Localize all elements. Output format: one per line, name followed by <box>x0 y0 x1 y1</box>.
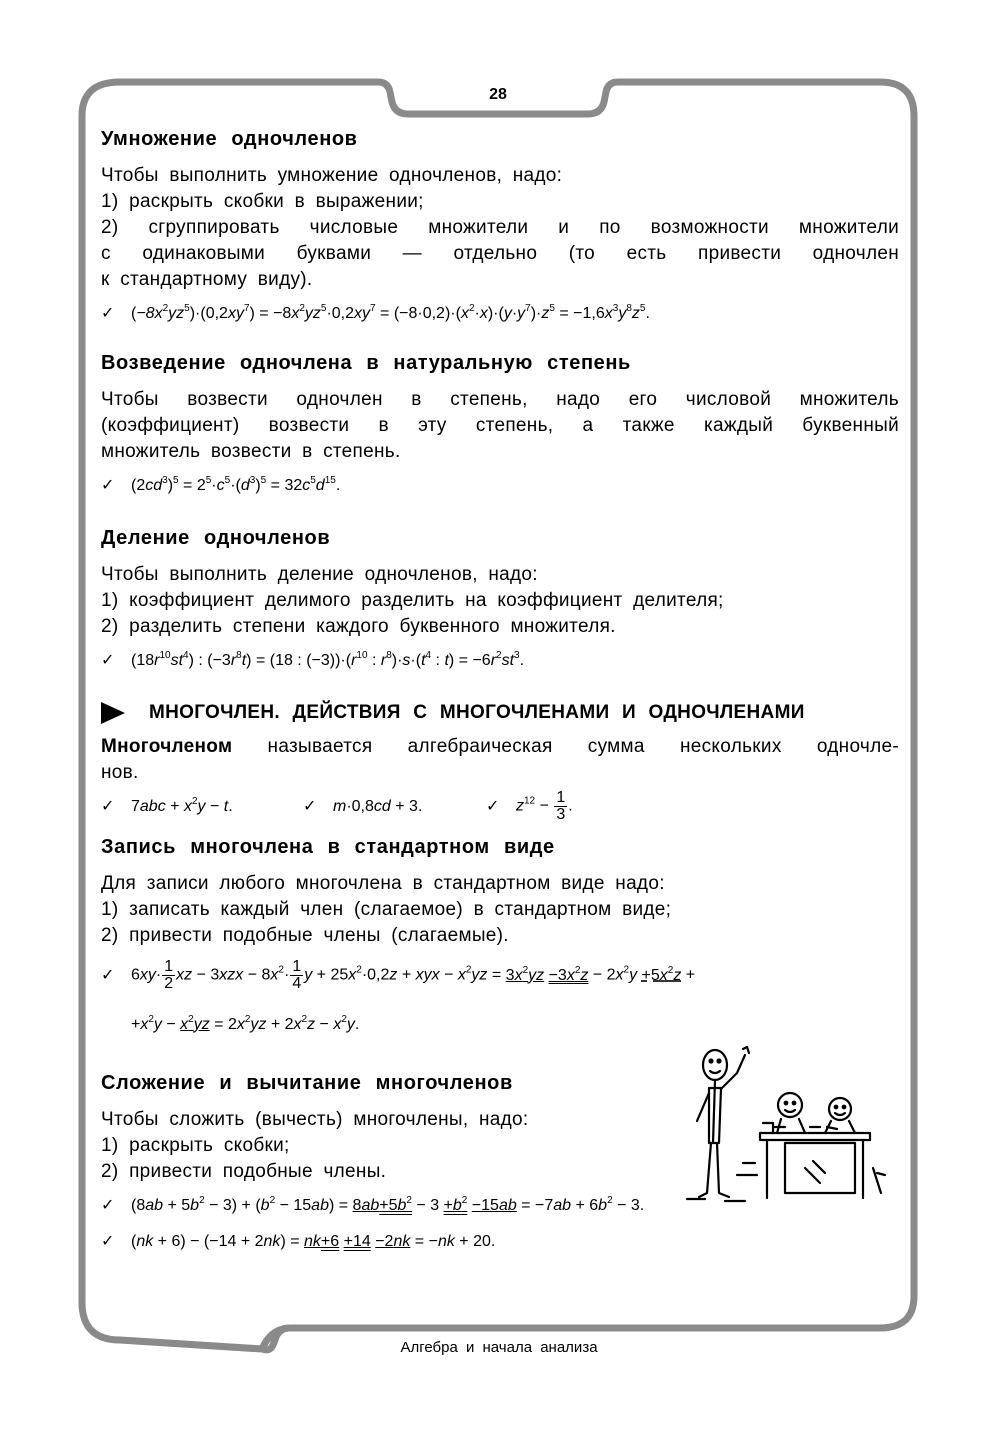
section-title-standard-form: Запись многочлена в стандартном виде <box>101 836 555 858</box>
section-body-monomial-division: Чтобы выполнить деление одночленов, надо: 1) коэффициент делимого разделить на коэффициент делителя; 2) разделить степени каждого буквенного множителя. <box>101 564 724 637</box>
section-title-monomial-power: Возведение одночлена в натуральную степень <box>101 352 631 374</box>
check-icon: ✓ <box>101 966 115 984</box>
triangle-marker-icon <box>101 702 125 724</box>
section-body-monomial-power: Чтобы возвести одночлен в степень, надо его числовой множитель (коэффициент) возвести в эту степень, а также каждый буквенный множитель возвести в степень. <box>101 389 899 462</box>
example-monomial-multiplication: ✓ $(-8x^2yz^5)\cdot(0,2xy^7) = -8x^2yz^5\cdot 0,2xy^7 = (-8\cdot 0,2)\cdot(x^2\cdot x)\cdot(y\cdot y^7)\cdot z^5 = -1,6x^3y^8z^5$. <box>101 303 899 325</box>
section-body-monomial-multiplication: Чтобы выполнить умножение одночленов, надо: 1) раскрыть скобки в выражении; 2) сгруппировать числовые множители и по возможности множители с одинаковыми буквами — отдельно (то есть привести одночлен к стандартному виду). <box>101 165 899 290</box>
section-title-monomial-division: Деление одночленов <box>101 527 331 549</box>
check-icon: ✓ <box>101 1233 115 1250</box>
check-icon: ✓ <box>101 652 115 669</box>
example-add-polynomials: ✓ $(8ab + 5b^2 - 3) + (b^2 - 15ab) = 8ab+5b^2 - 3 +b^2 -15ab = -7ab + 6b^2 - 3$. <box>101 1195 899 1217</box>
check-icon: ✓ <box>101 1197 115 1214</box>
example-polynomials: ✓ $7abc + x^2y - t$. ✓ m·0,8cd + 3. ✓ $z^{12}$ − $\frac{1}{3}$ . <box>101 789 573 823</box>
page-number: 28 <box>489 86 507 103</box>
example-subtract-polynomials: ✓ (nk + 6) − (−14 + 2nk) = nk+6 +14 −2nk = −nk + 20. <box>101 1231 899 1253</box>
example-monomial-power: ✓ $(2cd^3)^5 = 2^5\cdot c^5\cdot(d^3)^5 = 32c^5d^{15}$. <box>101 475 899 497</box>
chapter-heading: МНОГОЧЛЕН. ДЕЙСТВИЯ С МНОГОЧЛЕНАМИ И ОДНОЧЛЕНАМИ <box>101 702 899 724</box>
section-body-add-subtract: Чтобы сложить (вычесть) многочлены, надо: 1) раскрыть скобки; 2) привести подобные члены. <box>101 1109 529 1182</box>
section-title-add-subtract: Сложение и вычитание многочленов <box>101 1072 513 1094</box>
page-footer: Алгебра и начала анализа <box>400 1339 598 1356</box>
check-icon: ✓ <box>101 477 115 494</box>
section-title-monomial-multiplication: Умножение одночленов <box>101 128 358 150</box>
example-standard-form: ✓ 6xy· $\frac{1}{2}$ xz − $3xzx - 8x^2\cdot$ $\frac{1}{4}$ $y + 25x^2\cdot 0,2z$ + xyx − $x^2yz = 3x^2yz -3x^2z - 2x^2y +5x^2z$ + $+x^2y - x^2yz = 2x^2yz + 2x^2z - x^2y$. <box>101 958 696 1033</box>
example-monomial-division: ✓ $(18r^{10}st^4)$ : $(-3r^8t) = (18$ : $(-3))\cdot(r^{10}$ : $r^8)\cdot s\cdot(t^4$ : $t) = -6r^2st^3$. <box>101 650 899 672</box>
check-icon: ✓ <box>101 798 115 815</box>
teacher-students-illustration <box>685 1043 895 1213</box>
check-icon: ✓ <box>101 305 115 322</box>
check-icon: ✓ <box>303 798 317 815</box>
section-body-standard-form: Для записи любого многочлена в стандартном виде надо: 1) записать каждый член (слагаемое) в стандартном виде; 2) привести подобные члены (слагаемые). <box>101 873 672 946</box>
polynomial-definition: Многочленом называется алгебраическая сумма нескольких одночле- нов. <box>101 736 899 783</box>
check-icon: ✓ <box>486 797 500 815</box>
